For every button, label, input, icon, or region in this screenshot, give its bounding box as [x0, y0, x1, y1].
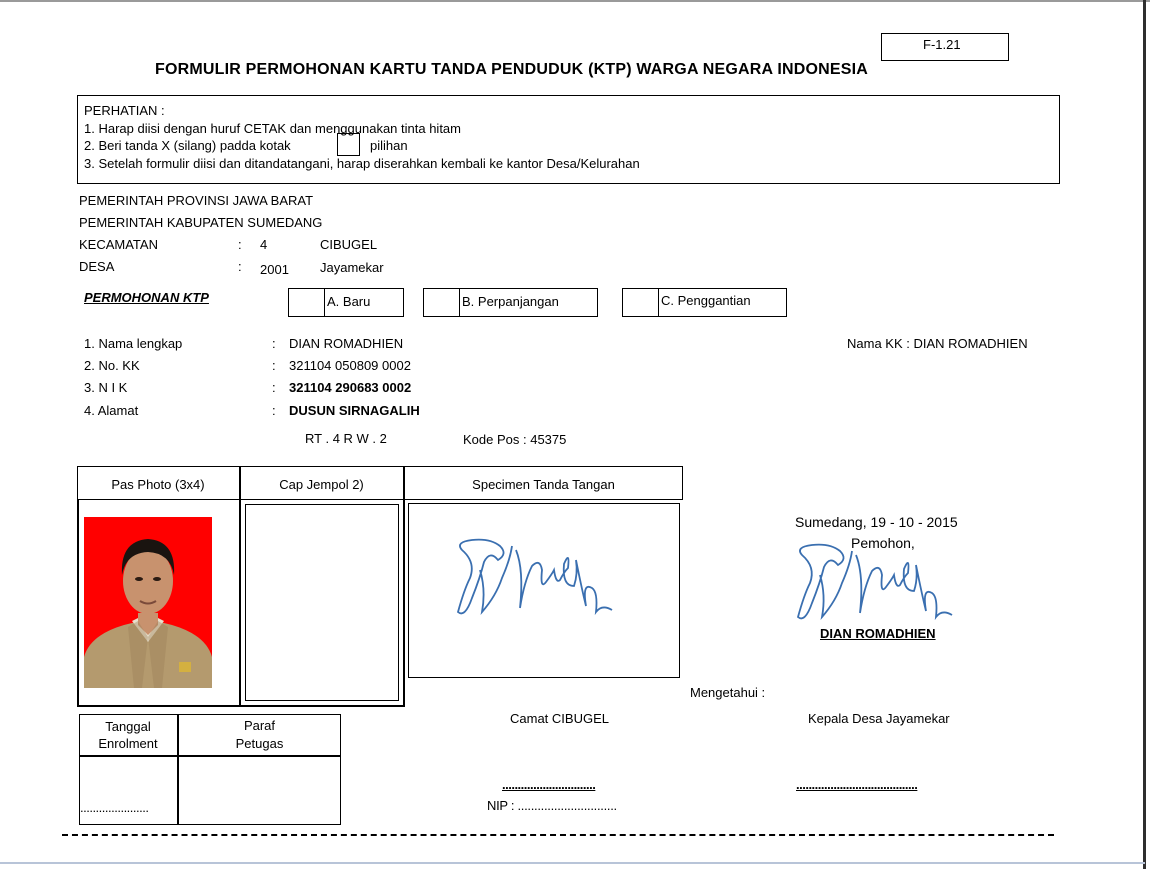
- nama-kk: Nama KK : DIAN ROMADHIEN: [847, 336, 1028, 351]
- form-code: F-1.21: [923, 37, 961, 52]
- option-b-label: B. Perpanjangan: [462, 294, 559, 309]
- notice-heading: PERHATIAN :: [84, 103, 165, 118]
- enrolment-col2-line2: Petugas: [235, 736, 284, 751]
- desa-sep: :: [238, 259, 242, 274]
- desa-code: 2001: [260, 262, 289, 277]
- nik-value: 321104 290683 0002: [289, 380, 412, 395]
- applicant-photo: [84, 517, 212, 688]
- place-date: Sumedang, 19 - 10 - 2015: [795, 514, 958, 530]
- option-c-checkbox[interactable]: [622, 288, 659, 317]
- photo-table-divider-2: [403, 466, 405, 707]
- signature-stroke-1: [458, 540, 512, 614]
- thumb-header: Cap Jempol 2): [279, 477, 364, 492]
- kecamatan-code: 4: [260, 237, 268, 252]
- camat-title: Camat CIBUGEL: [510, 711, 609, 726]
- form-title: FORMULIR PERMOHONAN KARTU TANDA PENDUDUK (KTP) WARGA NEGARA INDONESIA: [155, 61, 869, 78]
- page-bottom-border: [0, 862, 1145, 864]
- camat-signature-line: ..............................: [502, 777, 596, 792]
- option-a-checkbox[interactable]: [288, 288, 325, 317]
- postal-code: Kode Pos : 45375: [463, 432, 567, 447]
- desa-name: Jayamekar: [320, 260, 384, 275]
- regency: PEMERINTAH KABUPATEN SUMEDANG: [79, 215, 323, 230]
- signature-header: Specimen Tanda Tangan: [472, 477, 615, 492]
- address-value: DUSUN SIRNAGALIH: [289, 403, 420, 418]
- kepala-signature-line: .......................................: [796, 777, 918, 792]
- cut-line: [62, 834, 1054, 836]
- option-c-label: C. Penggantian: [661, 293, 751, 308]
- option-b-checkbox[interactable]: [423, 288, 460, 317]
- mengetahui: Mengetahui :: [690, 685, 766, 700]
- nik-label: 3. N I K: [84, 380, 128, 395]
- signature-stroke-2: [856, 555, 952, 617]
- photo-table-divider-1: [239, 466, 241, 707]
- kecamatan-name: CIBUGEL: [320, 237, 378, 252]
- notice-checkbox: [337, 133, 360, 156]
- person-portrait-icon: [84, 517, 212, 688]
- thumb-inner-box: [245, 504, 399, 701]
- enrolment-col2-line1: Paraf: [243, 718, 276, 733]
- enrolment-dots: ......................: [80, 800, 149, 815]
- enrolment-header-divider: [79, 755, 341, 757]
- signature-stroke-2: [516, 550, 612, 612]
- address-label: 4. Alamat: [84, 403, 139, 418]
- rt-rw: RT . 4 R W . 2: [305, 431, 387, 446]
- camat-nip: NIP : ..............................: [487, 798, 617, 813]
- page-right-border: [1143, 0, 1146, 869]
- photo-cell-left-border: [77, 499, 79, 707]
- notice-line-2: 2. Beri tanda X (silang) padda kotak: [84, 138, 291, 153]
- applicant-role: Pemohon,: [851, 535, 915, 551]
- name-value: DIAN ROMADHIEN: [289, 336, 404, 351]
- province: PEMERINTAH PROVINSI JAWA BARAT: [79, 193, 314, 208]
- kecamatan-label: KECAMATAN: [79, 237, 158, 252]
- notice-line-3: 3. Setelah formulir diisi dan ditandatangani, harap diserahkan kembali ke kantor Desa/Kelurahan: [84, 156, 640, 171]
- kepala-desa-title: Kepala Desa Jayamekar: [808, 711, 950, 726]
- notice-line-1: 1. Harap diisi dengan huruf CETAK dan menggunakan tinta hitam: [84, 121, 461, 136]
- kk-sep: :: [272, 358, 276, 373]
- option-a-label: A. Baru: [327, 294, 371, 309]
- page-top-border: [0, 0, 1150, 2]
- specimen-signature-icon: [450, 530, 620, 625]
- notice-line-2-suffix: pilihan: [370, 138, 408, 153]
- address-sep: :: [272, 403, 276, 418]
- kecamatan-sep: :: [238, 237, 242, 252]
- desa-label: DESA: [79, 259, 115, 274]
- kk-label: 2. No. KK: [84, 358, 140, 373]
- applicant-signature-icon: [790, 535, 960, 630]
- signature-stroke-1: [798, 545, 852, 619]
- name-label: 1. Nama lengkap: [84, 336, 183, 351]
- enrolment-col1-line1: Tanggal: [105, 719, 151, 734]
- photo-cell-bottom-border: [77, 705, 405, 707]
- enrolment-col1-line2: Enrolment: [98, 736, 158, 751]
- kk-value: 321104 050809 0002: [289, 358, 411, 373]
- nik-sep: :: [272, 380, 276, 395]
- applicant-name: DIAN ROMADHIEN: [820, 626, 936, 641]
- photo-header: Pas Photo (3x4): [111, 477, 205, 492]
- name-sep: :: [272, 336, 276, 351]
- request-label: PERMOHONAN KTP: [84, 290, 209, 305]
